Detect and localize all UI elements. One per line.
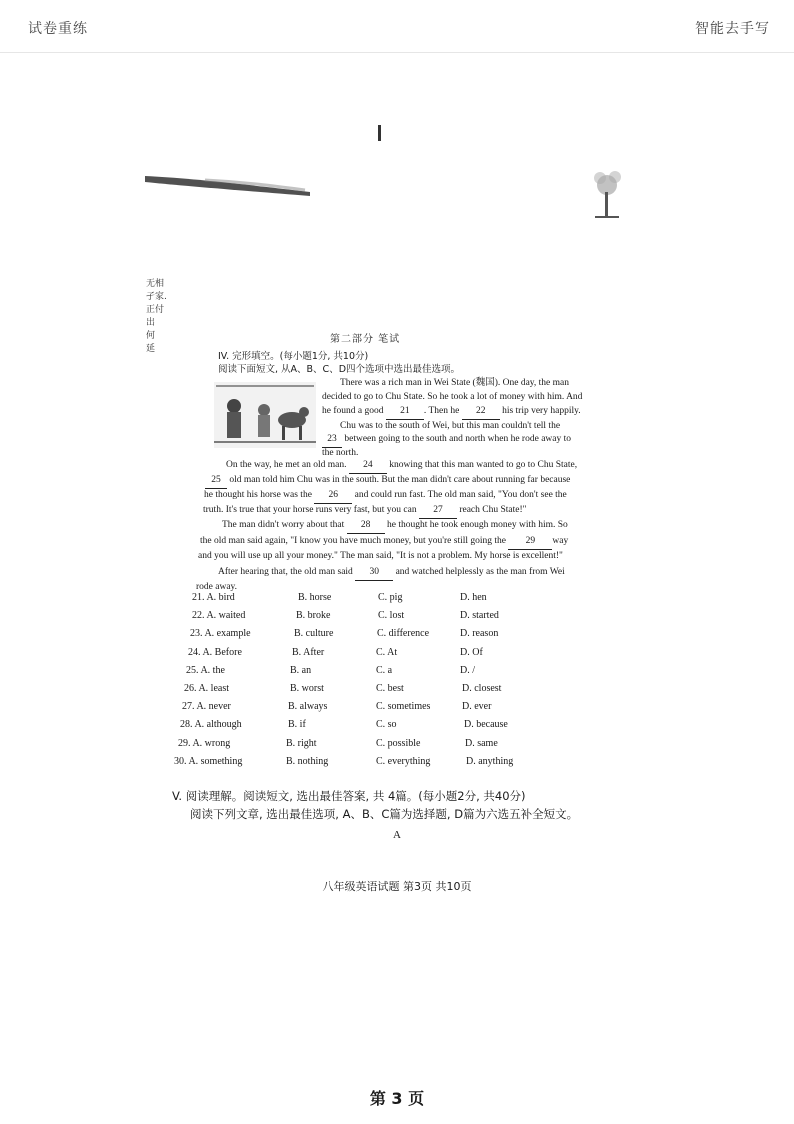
passage-text: he thought his horse was the (204, 490, 312, 500)
passage-line (200, 534, 568, 550)
passage-text: old man told him Chu was in the south. But the man didn't care about running far because (229, 475, 571, 485)
blank-25: 25 (205, 473, 227, 489)
option-c: C. everything (376, 755, 431, 767)
option-d: D. anything (466, 755, 514, 767)
option-a: 25. A. the (186, 664, 225, 676)
blank-21: 21 (386, 404, 424, 420)
option-c: C. difference (377, 628, 430, 640)
passage-line (205, 473, 570, 489)
page-footer: 八年级英语试题 第3页 共10页 (322, 880, 472, 893)
reading-section-title: V. 阅读理解。阅读短文, 选出最佳答案, 共 4篇。(每小题2分, 共40分) (172, 789, 526, 803)
option-d: D. started (460, 610, 499, 622)
option-d: D. same (465, 737, 498, 749)
option-d: D. because (464, 719, 508, 731)
passage-text: he thought he took enough money with him. So (387, 520, 568, 530)
margin-note-line: 无相 (146, 279, 165, 289)
passage-text: he found a good (322, 406, 384, 416)
passage-line (322, 404, 581, 420)
cloze-title: IV. 完形填空。(每小题1分, 共10分) (218, 351, 369, 362)
option-b: B. always (288, 701, 328, 713)
cloze-header (218, 350, 460, 376)
option-a: 21. A. bird (192, 592, 235, 603)
option-a: 30. A. something (174, 755, 243, 767)
blank-30: 30 (355, 565, 393, 581)
passage-a-label: A (393, 829, 401, 841)
option-c: C. so (376, 719, 397, 731)
cloze-instruction: 阅读下面短文, 从A、B、C、D四个选项中选出最佳选项。 (218, 364, 461, 375)
option-c: C. At (376, 646, 398, 658)
passage-text: . Then he (423, 406, 460, 416)
blank-22: 22 (462, 404, 500, 420)
passage-text: between going to the south and north when he rode away to (344, 434, 571, 444)
passage-line: and you will use up all your money." The man said, "It is not a problem. My horse is excellent!" (198, 551, 563, 561)
option-a: 26. A. least (184, 682, 229, 694)
reading-section-instruction: 阅读下列文章, 选出最佳选项, A、B、C篇为选择题, D篇为六选五补全短文。 (190, 807, 579, 821)
option-d: D. Of (460, 646, 483, 658)
option-d: D. closest (462, 682, 502, 694)
passage-line (222, 518, 568, 534)
margin-note-line: 正付 (146, 305, 165, 315)
option-b: B. worst (290, 682, 324, 694)
blank-29: 29 (508, 534, 552, 550)
option-b: B. horse (298, 592, 332, 603)
option-c: C. best (376, 682, 404, 694)
section-title: 第二部分 笔试 (330, 334, 401, 345)
option-c: C. lost (378, 610, 405, 622)
option-b: B. if (288, 719, 306, 731)
passage-text: After hearing that, the old man said (218, 567, 353, 577)
scan-mark-artifact (378, 125, 381, 141)
option-d: D. hen (460, 592, 487, 603)
margin-note (146, 278, 168, 356)
passage-line (226, 458, 577, 474)
option-a: 27. A. never (182, 701, 231, 713)
brand-label-right: 智能去手写 (695, 21, 770, 37)
passage-line (218, 565, 565, 581)
option-a: 28. A. although (180, 719, 242, 731)
margin-note-line: 延 (146, 344, 156, 354)
scan-smear-artifact (145, 170, 310, 198)
option-b: B. After (292, 646, 325, 658)
passage-text: the old man said again, "I know you have much money, but you're still going the (200, 536, 507, 546)
passage-line (322, 432, 571, 448)
passage-text: truth. It's true that your horse runs very fast, but you can (203, 505, 417, 515)
option-c: C. sometimes (376, 701, 431, 713)
option-b: B. right (286, 737, 317, 749)
option-d: D. ever (462, 701, 492, 713)
option-a: 24. A. Before (188, 646, 242, 658)
passage-illustration (214, 382, 316, 448)
passage-line: rode away. (196, 582, 238, 592)
margin-note-line: 孑家. (146, 292, 167, 302)
top-bar (0, 0, 794, 53)
blank-28: 28 (347, 518, 385, 534)
option-b: B. nothing (286, 755, 329, 767)
scan-blob-artifact (585, 150, 630, 225)
blank-24: 24 (349, 458, 387, 474)
option-b: B. an (290, 664, 312, 676)
option-a: 29. A. wrong (178, 737, 231, 749)
margin-note-line: 出 (146, 318, 156, 328)
passage-text: On the way, he met an old man. (226, 460, 347, 470)
option-d: D. / (460, 664, 475, 676)
blank-23: 23 (322, 432, 342, 448)
page-number: 第 3 页 (369, 1089, 425, 1108)
passage-text: reach Chu State!" (459, 505, 527, 515)
option-c: C. pig (378, 592, 403, 603)
brand-label-left: 试卷重练 (28, 21, 88, 37)
passage-line: There was a rich man in Wei State (魏国). One day, the man (340, 378, 570, 388)
margin-note-line: 何 (146, 331, 156, 341)
option-a: 23. A. example (190, 628, 251, 640)
passage-line: decided to go to Chu State. So he took a lot of money with him. And (322, 392, 583, 402)
passage-text: knowing that this man wanted to go to Chu State, (389, 460, 578, 470)
option-d: D. reason (460, 628, 499, 640)
passage-text: way (552, 536, 569, 546)
passage-line (203, 503, 527, 519)
blank-26: 26 (314, 488, 352, 504)
option-b: B. broke (296, 610, 331, 622)
option-a: 22. A. waited (192, 610, 246, 622)
option-c: C. a (376, 664, 393, 676)
option-c: C. possible (376, 737, 421, 749)
passage-text: The man didn't worry about that (222, 520, 345, 530)
passage-text: and watched helplessly as the man from Wei (395, 567, 565, 577)
option-b: B. culture (294, 628, 334, 640)
blank-27: 27 (419, 503, 457, 519)
passage-line: Chu was to the south of Wei, but this man couldn't tell the (340, 421, 561, 431)
passage-line (204, 488, 567, 504)
passage-text: and could run fast. The old man said, "You don't see the (354, 490, 567, 500)
passage-line: the north. (322, 448, 359, 458)
passage-text: his trip very happily. (502, 406, 581, 416)
